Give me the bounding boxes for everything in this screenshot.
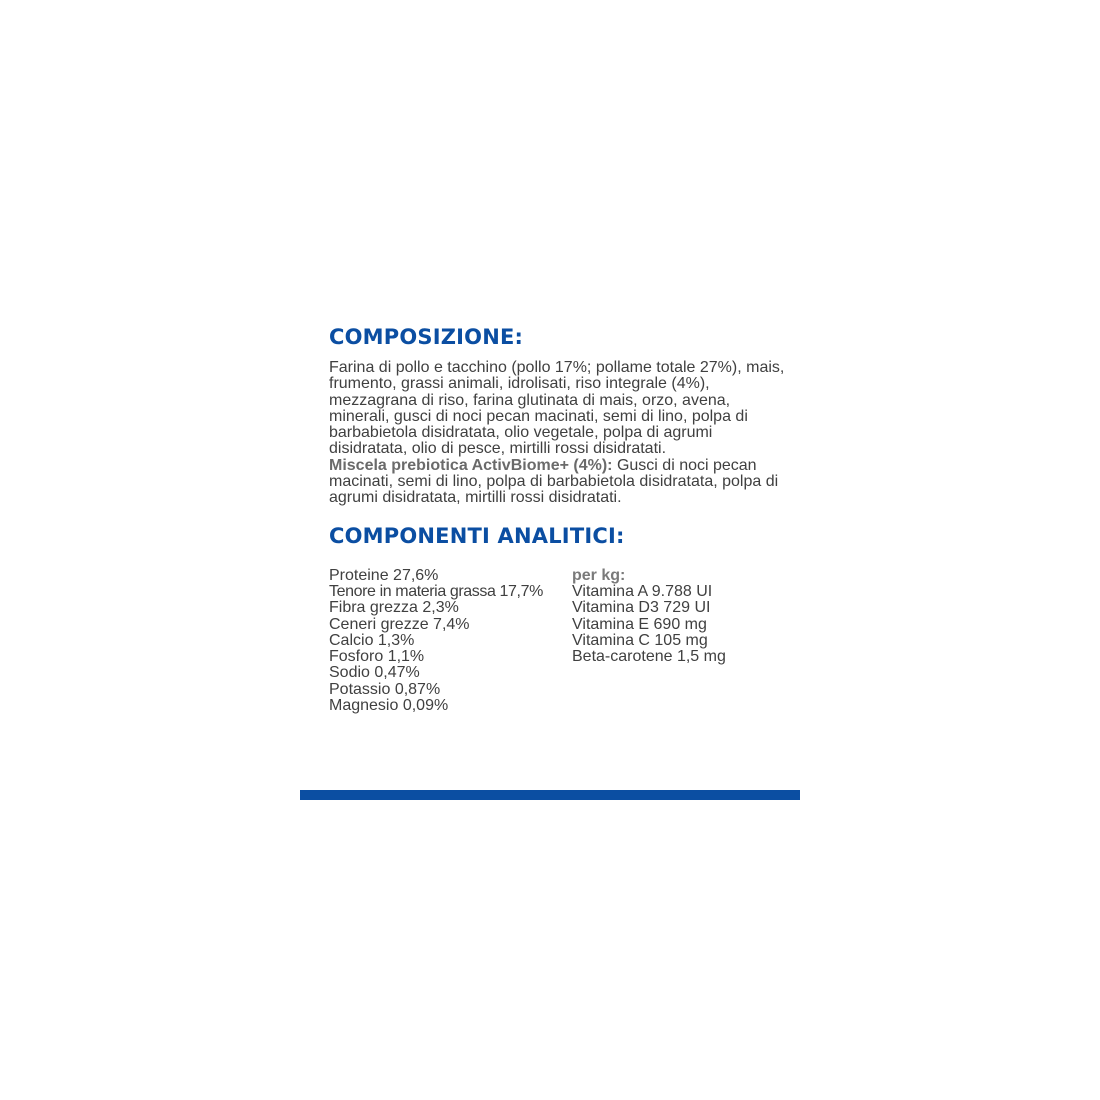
- analytical-item-magnesium: Magnesio 0,09%: [329, 697, 449, 715]
- vitamin-e-item: Vitamina E 690 mg: [572, 615, 707, 633]
- analytical-heading: COMPONENTI ANALITICI:: [329, 523, 625, 548]
- per-kg-label: per kg:: [572, 566, 626, 584]
- prebiotic-label: Miscela prebiotica ActivBiome+ (4%):: [329, 456, 613, 474]
- analytical-left-column: [329, 568, 572, 715]
- analytical-item-sodium: Sodio 0,47%: [329, 664, 420, 682]
- analytical-item-fat: Tenore in materia grassa 17,7%: [329, 582, 543, 600]
- analytical-right-column: [572, 568, 772, 715]
- vitamin-c-item: Vitamina C 105 mg: [572, 631, 708, 649]
- composition-heading: COMPOSIZIONE:: [329, 325, 524, 349]
- composition-text: [329, 360, 789, 507]
- analytical-item-phosphorus: Fosforo 1,1%: [329, 648, 425, 666]
- analytical-item-potassium: Potassio 0,87%: [329, 680, 441, 698]
- beta-carotene-item: Beta-carotene 1,5 mg: [572, 648, 726, 666]
- analytical-item-calcium: Calcio 1,3%: [329, 631, 415, 649]
- prebiotic-text: Gusci di noci pecan macinati, semi di lino, polpa di barbabietola disidratata, polpa di agrumi disidratata, mirtilli rossi disidratati.: [329, 456, 779, 507]
- blue-divider-bar: [300, 790, 800, 800]
- nutrition-panel: [329, 322, 789, 714]
- vitamin-a-item: Vitamina A 9.788 UI: [572, 582, 713, 600]
- vitamin-d3-item: Vitamina D3 729 UI: [572, 599, 711, 617]
- analytical-columns: [329, 568, 789, 715]
- analytical-item-protein: Proteine 27,6%: [329, 566, 439, 584]
- ingredients-list: Farina di pollo e tacchino (pollo 17%; pollame totale 27%), mais, frumento, grassi animali, idrolisati, riso integrale (4%), mezzagrana di riso, farina glutinata di mais, orzo, avena, minerali, gusci di noci pecan macinati, semi di lino, polpa di barbabietola disidratata, olio vegetale, polpa di agrumi disidratata, olio di pesce, mirtilli rossi disidratati.: [329, 359, 785, 458]
- analytical-item-ash: Ceneri grezze 7,4%: [329, 615, 470, 633]
- analytical-item-fiber: Fibra grezza 2,3%: [329, 599, 459, 617]
